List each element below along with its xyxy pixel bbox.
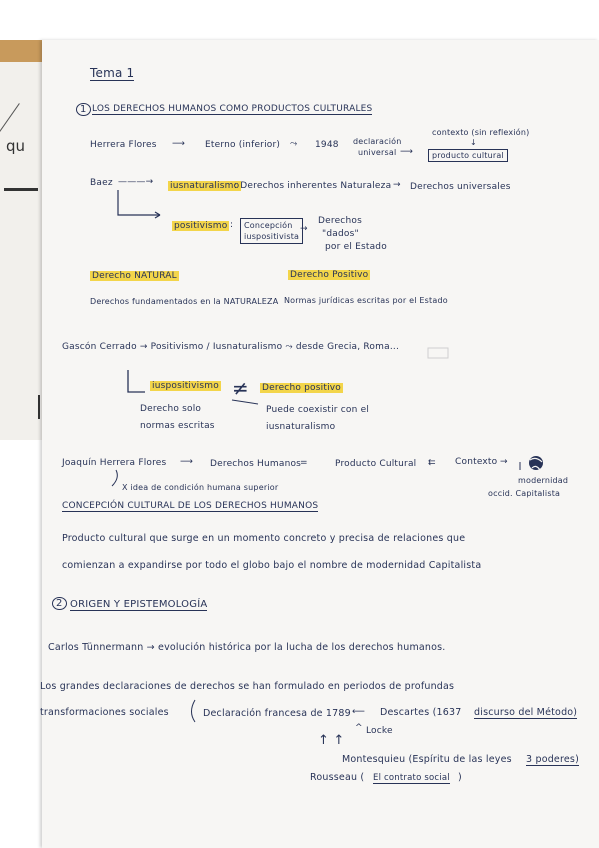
grandes-p2: transformaciones sociales bbox=[40, 707, 169, 718]
gascon-right1: Puede coexistir con el bbox=[266, 405, 370, 415]
baez-iusnaturalismo: iusnaturalismo bbox=[170, 181, 240, 191]
arrow-6: ⟶ bbox=[180, 457, 194, 467]
down-arrow: ↓ bbox=[470, 138, 477, 147]
herrera-eterno: Eterno (inferior) bbox=[205, 140, 281, 150]
section-1-number: 1 bbox=[76, 103, 91, 116]
positivo-text: Normas jurídicas escritas por el Estado bbox=[284, 296, 448, 305]
baez-concepcion-box bbox=[240, 218, 303, 244]
baez-pos-dados: "dados" bbox=[322, 229, 359, 239]
natural-title: Derecho NATURAL bbox=[92, 271, 177, 281]
positivo-title: Derecho Positivo bbox=[290, 270, 369, 280]
baez-colon: : bbox=[230, 220, 234, 230]
joaquin-eq: = bbox=[300, 458, 308, 468]
herrera-author: Herrera Flores bbox=[90, 140, 157, 150]
herrera-producto: producto cultural bbox=[428, 149, 508, 162]
section-1-heading: LOS DERECHOS HUMANOS COMO PRODUCTOS CULTURALES bbox=[92, 104, 373, 114]
section-2-heading: ORIGEN Y EPISTEMOLOGÍA bbox=[70, 599, 208, 610]
joaquin-author: Joaquín Herrera Flores bbox=[62, 458, 167, 468]
arrow-4: → bbox=[393, 180, 401, 190]
gascon-left1: Derecho solo bbox=[140, 404, 202, 414]
page-title: Tema 1 bbox=[90, 66, 135, 80]
joaquin-modernidad: modernidad bbox=[518, 476, 569, 485]
arrow-9: ⟵ bbox=[352, 707, 366, 717]
gascon-derecho-positivo: Derecho positivo bbox=[262, 383, 341, 393]
baez-positivismo: positivismo bbox=[174, 221, 228, 231]
concepcion-p1: Producto cultural que surge en un momento concreto y precisa de relaciones que bbox=[62, 533, 466, 544]
joaquin-ctx: Contexto bbox=[455, 457, 498, 467]
joaquin-prod: Producto Cultural bbox=[335, 459, 417, 469]
gascon-iuspositivismo: iuspositivismo bbox=[152, 381, 219, 391]
gascon-left2: normas escritas bbox=[140, 421, 215, 431]
caret-up: ^ bbox=[355, 723, 363, 733]
concepcion-heading: CONCEPCIÓN CULTURAL DE LOS DERECHOS HUMANOS bbox=[62, 501, 319, 511]
joaquin-capitalista: occid. Capitalista bbox=[488, 489, 561, 498]
arrow-3: ———→ bbox=[118, 177, 154, 187]
baez-author: Baez bbox=[90, 178, 113, 188]
baez-box-line1: Concepción bbox=[244, 221, 293, 230]
baez-pos-derechos: Derechos bbox=[318, 216, 362, 226]
grandes-discurso: discurso del Método) bbox=[474, 707, 578, 718]
concepcion-p2: comienzan a expandirse por todo el globo bajo el nombre de modernidad Capitalista bbox=[62, 560, 482, 571]
natural-text: Derechos fundamentados en la NATURALEZA bbox=[90, 297, 279, 306]
baez-pos-estado: por el Estado bbox=[325, 242, 387, 252]
joaquin-x: X idea de condición humana superior bbox=[122, 483, 279, 492]
grandes-contrato: El contrato social bbox=[373, 773, 450, 783]
herrera-declaracion: declaración bbox=[353, 137, 402, 146]
baez-box-line2: iuspositivista bbox=[244, 232, 300, 241]
baez-ius-result: Derechos universales bbox=[410, 182, 511, 192]
grandes-rousseau: Rousseau ( bbox=[310, 772, 365, 783]
arrow-5: → bbox=[300, 224, 308, 234]
grandes-poderes: 3 poderes) bbox=[526, 754, 579, 765]
joaquin-dh: Derechos Humanos bbox=[210, 459, 302, 469]
up-arrows: ↑ ↑ bbox=[318, 733, 345, 748]
tunnermann-line: Carlos Tünnermann → evolución histórica por la lucha de los derechos humanos. bbox=[48, 642, 446, 653]
arrow-7: ⇇ bbox=[428, 458, 436, 468]
gascon-line: Gascón Cerrado → Positivismo / Iusnaturalismo ⤳ desde Grecia, Roma... bbox=[62, 342, 400, 352]
adjacent-page-text: qu bbox=[6, 137, 26, 155]
arrow-8: → bbox=[500, 457, 508, 467]
gascon-neq: ≠ bbox=[232, 376, 249, 400]
herrera-1948: 1948 bbox=[315, 140, 339, 150]
arrow-2: ⟶ bbox=[400, 147, 414, 157]
gascon-right2: iusnaturalismo bbox=[266, 422, 336, 432]
grandes-p1: Los grandes declaraciones de derechos se han formulado en periodos de profundas bbox=[40, 681, 455, 692]
herrera-contexto: contexto (sin reflexión) bbox=[432, 128, 530, 137]
squiggle-arrow-1: ⤳ bbox=[290, 139, 298, 149]
grandes-decl: Declaración francesa de 1789 bbox=[203, 708, 351, 719]
section-2-number: 2 bbox=[52, 597, 67, 610]
herrera-universal: universal bbox=[358, 148, 397, 157]
baez-ius-text: : Derechos inherentes Naturaleza bbox=[234, 181, 392, 191]
grandes-descartes: Descartes (1637 bbox=[380, 707, 462, 718]
arrow-1: ⟶ bbox=[172, 139, 186, 149]
grandes-montesquieu: Montesquieu (Espíritu de las leyes bbox=[342, 754, 512, 765]
grandes-close: ) bbox=[458, 772, 462, 783]
grandes-locke: Locke bbox=[366, 726, 393, 736]
